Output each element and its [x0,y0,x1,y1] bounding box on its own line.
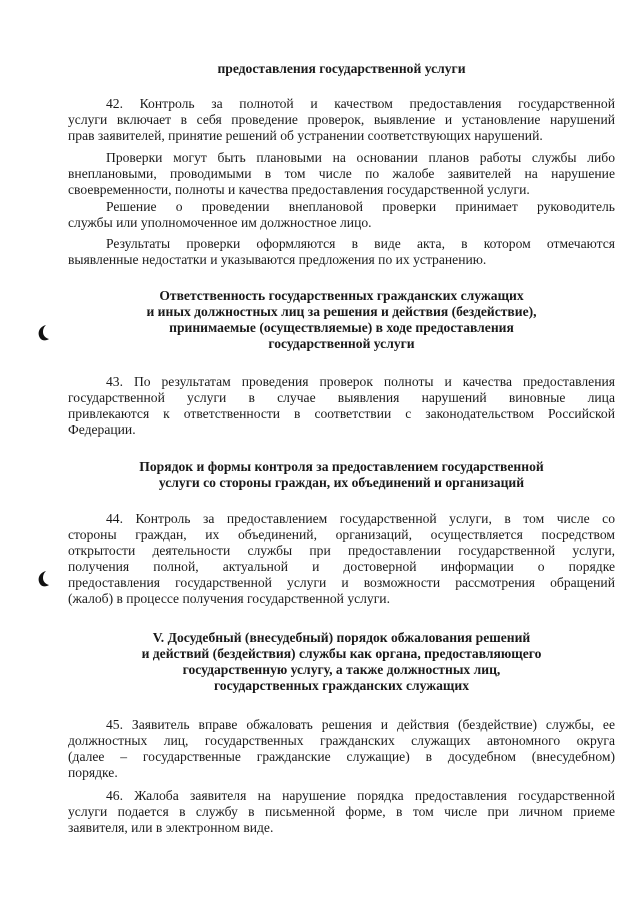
paragraph-line: стороны граждан, их объединений, организаций, осуществляется посредством [68,527,615,542]
heading-line: предоставления государственной услуги [217,61,466,76]
paragraph-line: 46. Жалоба заявителя на нарушение порядка предоставления государственной [106,788,615,803]
paragraph-line: внеплановыми, проводимыми в том числе по жалобе заявителей на нарушение [68,166,615,181]
heading-line: Порядок и формы контроля за предоставлением государственной [139,459,544,474]
heading-line: V. Досудебный (внесудебный) порядок обжалования решений [152,630,531,645]
paragraph-45 [68,717,615,781]
heading-section-v [68,630,615,694]
heading-line: государственную услугу, а также должностных лиц, [182,662,501,677]
paragraph-line: услуги подается в службу в письменной форме, в том числе при личном приеме [68,804,615,819]
paragraph-42-results [68,236,615,268]
paragraph-line: Проверки могут быть плановыми на основании планов работы службы либо [106,150,615,165]
paragraph-line: заявителя, или в электронном виде. [68,820,274,835]
heading-line: государственных гражданских служащих [213,678,470,693]
paragraph-line: государственной услуги в случае выявления нарушений виновные лица [68,390,615,405]
heading-control [68,459,615,491]
punch-mark-icon [36,324,50,342]
paragraph-line: открытости деятельности службы при предоставлении государственной услуги, [68,543,615,558]
paragraph-line: своевременности, полноты и качества предоставления государственной услуги. [68,182,530,197]
paragraph-line: 44. Контроль за предоставлением государственной услуги, в том числе со [106,511,615,526]
heading-line: Ответственность государственных гражданских служащих [159,288,524,303]
heading-responsibility [68,288,615,352]
paragraph-line: прав заявителей, принятие решений об устранении соответствующих нарушений. [68,128,543,143]
paragraph-42-inspections [68,150,615,198]
heading-line: государственной услуги [268,336,415,351]
paragraph-line: порядке. [68,765,118,780]
paragraph-line: предоставления государственной услуги и возможности рассмотрения обращений [68,575,615,590]
paragraph-43 [68,374,615,438]
paragraph-line: должностных лиц, государственных гражданских служащих автономного округа [68,733,615,748]
section-heading-continued [68,61,615,77]
paragraph-46 [68,788,615,836]
heading-line: и иных должностных лиц за решения и действия (бездействие), [146,304,537,319]
paragraph-42 [68,96,615,144]
paragraph-line: 45. Заявитель вправе обжаловать решения и действия (бездействие) службы, ее [106,717,615,732]
paragraph-line: службы или уполномоченное им должностное лицо. [68,215,372,230]
paragraph-line: получения полной, актуальной и достоверной информации о порядке [68,559,615,574]
paragraph-line: Результаты проверки оформляются в виде акта, в котором отмечаются [106,236,615,251]
paragraph-line: Решение о проведении внеплановой проверки принимает руководитель [106,199,615,214]
paragraph-42-decision [68,199,615,231]
heading-line: и действий (бездействия) службы как органа, предоставляющего [141,646,542,661]
paragraph-line: привлекаются к ответственности в соответствии с законодательством Российской [68,406,615,421]
heading-line: услуги со стороны граждан, их объединений и организаций [158,475,525,490]
heading-line: принимаемые (осуществляемые) в ходе предоставления [169,320,514,335]
paragraph-line: Федерации. [68,422,136,437]
paragraph-44 [68,511,615,607]
paragraph-line: (далее – государственные гражданские служащие) в досудебном (внесудебном) [68,749,615,764]
paragraph-line: выявленные недостатки и указываются предложения по их устранению. [68,252,487,267]
punch-mark-icon [36,570,50,588]
paragraph-line: услуги включает в себя проведение проверок, выявление и установление нарушений [68,112,615,127]
paragraph-line: (жалоб) в процессе получения государственной услуги. [68,591,390,606]
paragraph-line: 43. По результатам проведения проверок полноты и качества предоставления [106,374,615,389]
paragraph-line: 42. Контроль за полнотой и качеством предоставления государственной [106,96,615,111]
